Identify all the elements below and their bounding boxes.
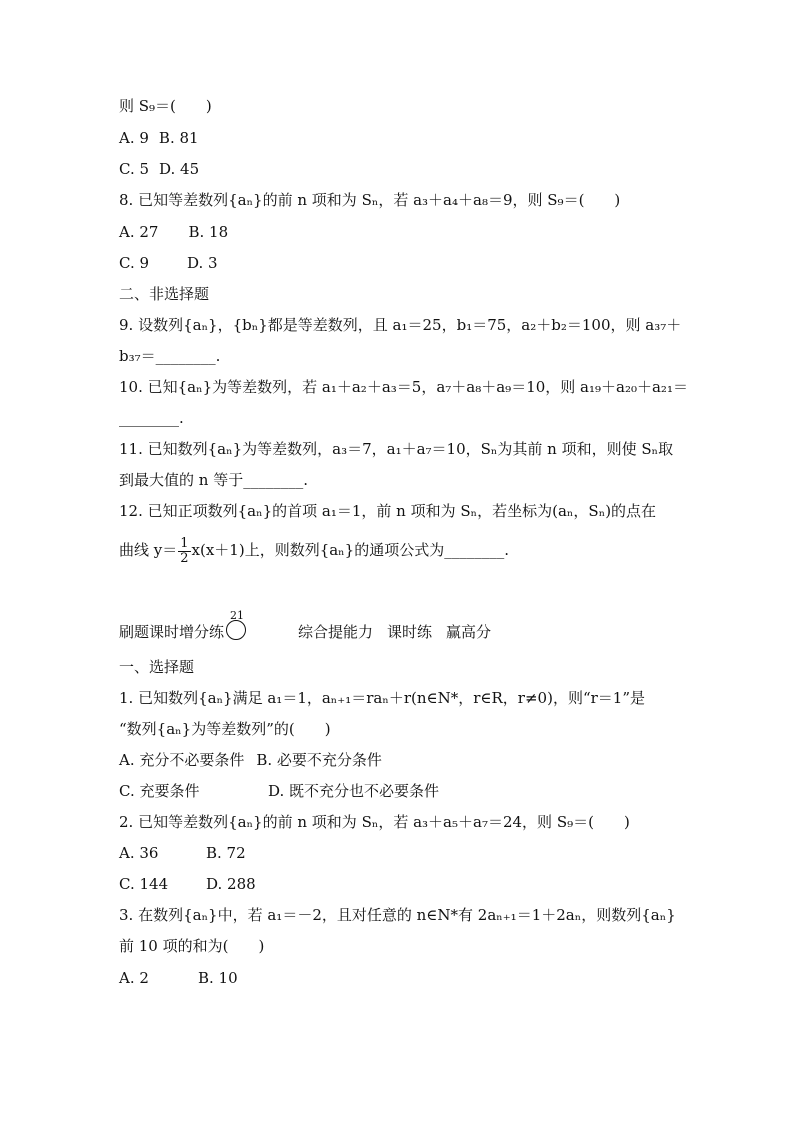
fraction-denominator: 2 xyxy=(180,550,189,566)
problem-3-line-2: 前 10 项的和为( ) xyxy=(119,937,265,955)
curve-rest: x(x＋1)上，则数列{aₙ}的通项公式为________. xyxy=(191,541,509,559)
fraction-one-half xyxy=(178,537,190,566)
option-a: A. 充分不必要条件 xyxy=(119,751,245,769)
question-12-line-2 xyxy=(119,536,509,566)
section-heading-non-choice: 二、非选择题 xyxy=(119,285,210,303)
problem-3-options-ab xyxy=(119,968,238,988)
question-7-options-ab xyxy=(119,128,199,148)
fraction-numerator: 1 xyxy=(180,535,189,551)
problem-1-line-2: “数列{aₙ}为等差数列”的( ) xyxy=(119,720,331,738)
option-b: B. 81 xyxy=(158,129,199,147)
question-11-line-2: 到最大值的 n 等于________. xyxy=(119,471,308,489)
header-slogan-3: 赢高分 xyxy=(446,623,492,641)
header-slogan-2: 课时练 xyxy=(387,623,433,641)
section-heading-choice: 一、选择题 xyxy=(119,658,195,676)
question-8-options-ab xyxy=(119,222,228,242)
question-9-line-1: 9. 设数列{aₙ}，{bₙ}都是等差数列，且 a₁＝25，b₁＝75，a₂＋b₂＝100，则 a₃₇＋ xyxy=(119,316,682,334)
problem-1-options-cd xyxy=(119,781,439,801)
question-8-stem: 8. 已知等差数列{aₙ}的前 n 项和为 Sₙ，若 a₃＋a₄＋a₈＝9，则 S₉＝( ) xyxy=(119,191,621,209)
option-a: A. 27 xyxy=(119,223,159,241)
problem-2-options-ab xyxy=(119,843,246,863)
lesson-number-badge xyxy=(226,609,246,640)
option-d: D. 既不充分也不必要条件 xyxy=(268,782,440,800)
option-b: B. 10 xyxy=(198,969,238,987)
question-8-options-cd xyxy=(119,253,218,273)
option-b: B. 72 xyxy=(206,844,246,862)
option-b: B. 18 xyxy=(188,223,229,241)
option-c: C. 9 xyxy=(119,254,150,272)
option-d: D. 45 xyxy=(159,160,200,178)
option-d: D. 288 xyxy=(206,875,256,893)
practice-header xyxy=(119,609,492,642)
problem-2-stem: 2. 已知等差数列{aₙ}的前 n 项和为 Sₙ，若 a₃＋a₅＋a₇＝24，则 S₉＝( ) xyxy=(119,813,630,831)
header-slogan-1: 综合提能力 xyxy=(298,623,374,641)
question-10-line-1: 10. 已知{aₙ}为等差数列，若 a₁＋a₂＋a₃＝5，a₇＋a₈＋a₉＝10，则 a₁₉＋a₂₀＋a₂₁＝ xyxy=(119,378,688,396)
option-c: C. 充要条件 xyxy=(119,782,200,800)
question-7-options-cd xyxy=(119,159,199,179)
question-10-line-2: ________. xyxy=(119,409,184,427)
question-9-line-2: b₃₇＝________. xyxy=(119,347,221,365)
option-a: A. 9 xyxy=(119,129,149,147)
curve-label: 曲线 y＝ xyxy=(119,541,178,559)
question-12-line-1: 12. 已知正项数列{aₙ}的首项 a₁＝1，前 n 项和为 Sₙ，若坐标为(aₙ，Sₙ)的点在 xyxy=(119,502,657,520)
problem-3-line-1: 3. 在数列{aₙ}中，若 a₁＝－2，且对任意的 n∈N*有 2aₙ₊₁＝1＋2aₙ，则数列{aₙ} xyxy=(119,906,676,924)
problem-2-options-cd xyxy=(119,874,256,894)
option-d: D. 3 xyxy=(187,254,218,272)
option-b: B. 必要不充分条件 xyxy=(256,751,382,769)
option-c: C. 5 xyxy=(119,160,150,178)
problem-1-line-1: 1. 已知数列{aₙ}满足 a₁＝1，aₙ₊₁＝raₙ＋r(n∈N*，r∈R，r≠0)，则“r＝1”是 xyxy=(119,689,645,707)
option-a: A. 36 xyxy=(119,844,159,862)
question-11-line-1: 11. 已知数列{aₙ}为等差数列，a₃＝7，a₁＋a₇＝10，Sₙ为其前 n 项和，则使 Sₙ取 xyxy=(119,440,674,458)
question-7-stem-end: 则 S₉＝( ) xyxy=(119,97,212,115)
header-title: 刷题课时增分练 xyxy=(119,623,225,641)
problem-1-options-ab xyxy=(119,750,382,770)
option-a: A. 2 xyxy=(119,969,149,987)
option-c: C. 144 xyxy=(119,875,169,893)
lesson-number: 21 xyxy=(230,609,245,622)
